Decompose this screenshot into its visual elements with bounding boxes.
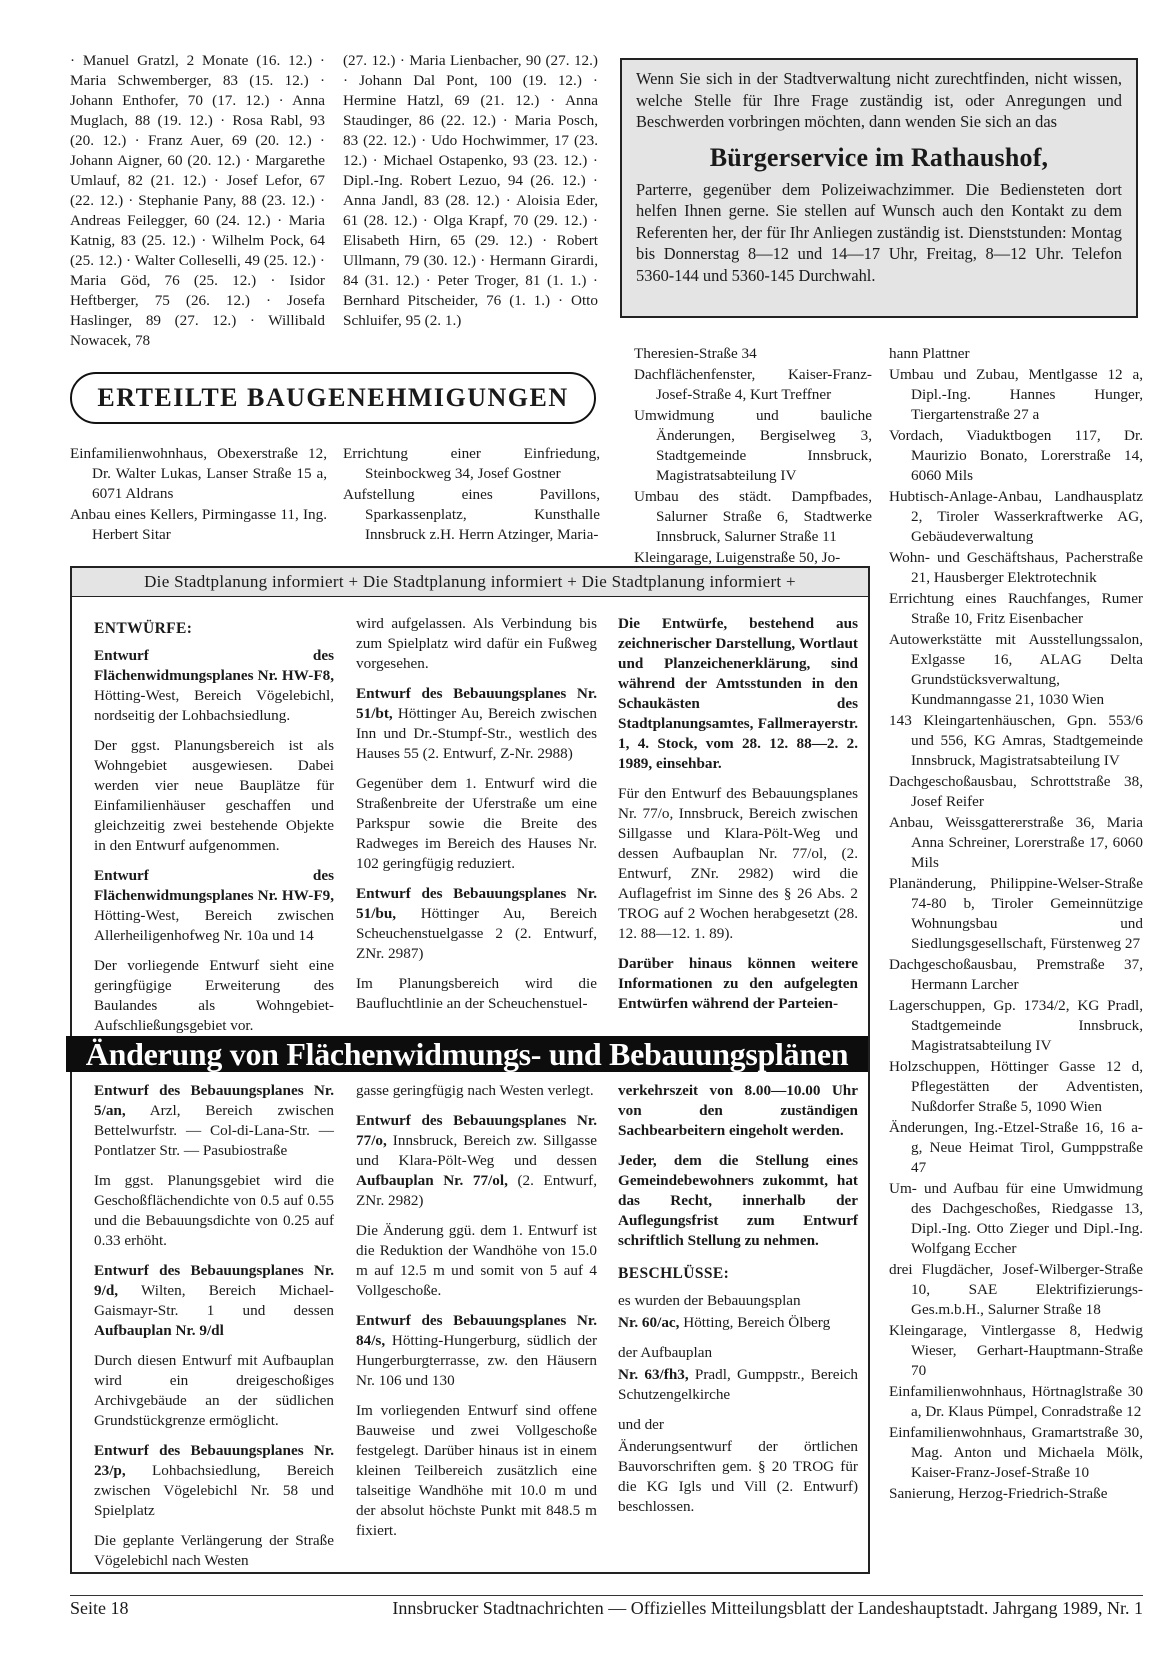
permit-entry: Aufstellung eines Pavillons, Sparkassenplatz, Kunsthalle Innsbruck z.H. Herrn Atzinger, Maria- xyxy=(343,486,600,543)
buergerservice-box xyxy=(620,58,1138,318)
baugenehmigungen-column-3 xyxy=(634,344,872,568)
draft-51bu: Entwurf des Bebauungsplanes Nr. 51/bu, Höttinger Au, Bereich Scheuchenstuelgasse 2 (2. Entwurf, ZNr. 2987) xyxy=(356,885,597,962)
permit-entry: Einfamilienwohnhaus, Gramartstraße 30, Mag. Anton und Michaela Mölk, Kaiser-Franz-Josef-Straße 10 xyxy=(889,1424,1143,1481)
aenderung-column-1 xyxy=(94,1081,334,1581)
baugenehmigungen-column-2 xyxy=(343,444,600,545)
page-number: Seite 18 xyxy=(70,1598,129,1618)
permit-entry: Wohn- und Geschäftshaus, Pacherstraße 21, Hausberger Elektrotechnik xyxy=(889,549,1143,586)
plan-77o: Entwurf des Bebauungsplanes Nr. 77/o, Innsbruck, Bereich zw. Sillgasse und Klara-Pölt-Weg und dessen Aufbauplan Nr. 77/ol, (2. Entwurf, ZNr. 2982) xyxy=(356,1112,597,1209)
permit-entry: Sanierung, Herzog-Friedrich-Straße xyxy=(889,1485,1108,1502)
plan-84s-text: Im vorliegenden Entwurf sind offene Bauweise und zwei Vollgeschoße festgelegt. Darüber hinaus ist in einem kleinen Teilbereich zusätzlich eine talseitige Wandhöhe mit 10.0 m und der absolut höchste Punkt mit 848.5 m fixiert. xyxy=(356,1402,597,1539)
permit-entry: Errichtung einer Einfriedung, Steinbockweg 34, Josef Gostner xyxy=(343,445,600,482)
permit-entry: Umbau des städt. Dampfbades, Salurner Straße 6, Stadtwerke Innsbruck, Salurner Straße 11 xyxy=(634,488,872,545)
stadtplanung-strip: Die Stadtplanung informiert + Die Stadtplanung informiert + Die Stadtplanung informiert + xyxy=(72,568,868,597)
draft-51bt: Entwurf des Bebauungsplanes Nr. 51/bt, Höttinger Au, Bereich zwischen Inn und Dr.-Stumpf-Str., westlich des Hauses 55 (2. Entwurf, Z-Nr. 2988) xyxy=(356,685,597,762)
aenderung-banner xyxy=(66,1036,868,1072)
permit-entry: Umwidmung und bauliche Änderungen, Bergiselweg 3, Stadtgemeinde Innsbruck, Magistratsabteilung IV xyxy=(634,407,872,484)
plan-5an-text: Im ggst. Planungsgebiet wird die Geschoßflächendichte von 0.5 auf 0.55 und die Bebauungsdichte von 0.25 auf 0.33 erhöht. xyxy=(94,1172,334,1249)
deaths-text-1: · Manuel Gratzl, 2 Monate (16. 12.) · Maria Schwemberger, 83 (15. 12.) · Johann Enthofer, 70 (17. 12.) · Anna Muglach, 88 (19. 12.) · Rosa Rabl, 93 (20. 12.) · Franz Auer, 69 (20. 12.) · Johann Aigner, 60 (20. 12.) · Margarethe Umlauf, 82 (21. 12.) · Josef Lefor, 67 (22. 12.) · Stephanie Pany, 88 (23. 12.) · Andreas Feilegger, 60 (24. 12.) · Maria Katnig, 83 (25. 12.) · Wilhelm Pock, 64 (25. 12.) · Walter Colleselli, 49 (25. 12.) · Maria Göd, 76 (25. 12.) · Isidor Heftberger, 75 (26. 12.) · Josefa Haslinger, 89 (27. 12.) · Willibald Nowacek, 78 xyxy=(70,52,325,349)
beschluss-aufbauplan-label: der Aufbauplan xyxy=(618,1344,713,1361)
permit-entry: Dachgeschoßausbau, Premstraße 37, Hermann Larcher xyxy=(889,956,1143,993)
plan-23p: Entwurf des Bebauungsplanes Nr. 23/p, Lohbachsiedlung, Bereich zwischen Vögelebichl Nr. 58 und Spielplatz xyxy=(94,1442,334,1519)
permit-entry: Umbau und Zubau, Mentlgasse 12 a, Dipl.-Ing. Hannes Hunger, Tiergartenstraße 27 a xyxy=(889,366,1143,423)
beschluss-60ac: Nr. 60/ac, Hötting, Bereich Ölberg xyxy=(618,1314,831,1331)
baugenehmigungen-heading xyxy=(70,372,596,424)
deaths-column-1 xyxy=(70,51,325,351)
permit-entry: 143 Kleingartenhäuschen, Gpn. 553/6 und 556, KG Amras, Stadtgemeinde Innsbruck, Magistratsabteilung IV xyxy=(889,712,1143,769)
entwuerfe-column-1 xyxy=(94,614,334,1046)
draft-hw-f9: Entwurf des Flächenwidmungsplanes Nr. HW-F9, Hötting-West, Bereich zwischen Allerheiligenhofweg Nr. 10a und 14 xyxy=(94,867,334,944)
entwuerfe-heading: ENTWÜRFE: xyxy=(94,620,193,637)
permit-entry: hann Plattner xyxy=(889,345,970,362)
deaths-text-2: (27. 12.) · Maria Lienbacher, 90 (27. 12.) · Johann Dal Pont, 100 (19. 12.) · Hermine Hatzl, 69 (21. 12.) · Anna Staudinger, 86 (22. 12.) · Maria Posch, 83 (22. 12.) · Udo Hochwimmer, 17 (23. 12.) · Michael Ostapenko, 93 (23. 12.) · Dipl.-Ing. Robert Lezuo, 94 (26. 12.) · Anna Jandl, 83 (28. 12.) · Aloisia Eder, 61 (28. 12.) · Olga Krapf, 70 (29. 12.) · Elisabeth Hirn, 65 (29. 12.) · Robert Ullmann, 79 (30. 12.) · Hermann Girardi, 84 (31. 12.) · Peter Troger, 81 (1. 1.) · Bernhard Pitscheider, 76 (1. 1.) · Otto Schluifer, 95 (2. 1.) xyxy=(343,52,598,329)
beschluss-und-label: und der xyxy=(618,1416,664,1433)
exhibition-notice: Die Entwürfe, bestehend aus zeichnerischer Darstellung, Wortlaut und Planzeichenerklärung, sind während der Amtsstunden in den Schaukästen des Stadtplanungsamtes, Fallmerayerstr. 1, 4. Stock, vom 28. 12. 88—2. 2. 1989, einsehbar. xyxy=(618,615,858,772)
permit-entry: Kleingarage, Vintlergasse 8, Hedwig Wieser, Gerhart-Hauptmann-Straße 70 xyxy=(889,1322,1143,1379)
baugenehmigungen-column-4 xyxy=(889,344,1143,1504)
plan-5an: Entwurf des Bebauungsplanes Nr. 5/an, Arzl, Bereich zwischen Bettelwurfstr. — Col-di-Lana-Str. — Pontlatzer Str. — Pasubiostraße xyxy=(94,1082,334,1159)
permit-entry: Dachflächenfenster, Kaiser-Franz-Josef-Straße 4, Kurt Treffner xyxy=(634,366,872,403)
permit-entry: Errichtung eines Rauchfanges, Rumer Straße 10, Fritz Eisenbacher xyxy=(889,590,1143,627)
permit-entry: Hubtisch-Anlage-Anbau, Landhausplatz 2, Tiroler Wasserkraftwerke AG, Gebäudeverwaltung xyxy=(889,488,1143,545)
plan-84s: Entwurf des Bebauungsplanes Nr. 84/s, Hötting-Hungerburg, südlich der Hungerburgterrasse, zw. den Häusern Nr. 106 und 130 xyxy=(356,1312,597,1389)
aenderung-column-3 xyxy=(618,1081,858,1527)
entwuerfe-column-3 xyxy=(618,614,858,1024)
plan-9d-text: Durch diesen Entwurf mit Aufbauplan wird ein dreigeschoßiges Archivgebäude an der südlichen Grundstückgrenze ermöglicht. xyxy=(94,1352,334,1429)
permit-entry: Planänderung, Philippine-Welser-Straße 74-80 b, Tiroler Gemeinnützige Wohnungsbau und Siedlungsgesellschaft, Fürstenweg 27 xyxy=(889,875,1143,952)
permit-entry: Einfamilienwohnhaus, Obexerstraße 12, Dr. Walter Lukas, Lanser Straße 15 a, 6071 Aldrans xyxy=(70,445,327,502)
auflagefrist-notice: Für den Entwurf des Bebauungsplanes Nr. 77/o, Innsbruck, Bereich zwischen Sillgasse und Klara-Pölt-Weg und dessen Aufbauplan Nr. 77/ol, (2. Entwurf, ZNr. 2982) wird die Auflagefrist im Sinne des § 26 Abs. 2 TROG auf 2 Wochen herabgesetzt (28. 12. 88—12. 1. 89). xyxy=(618,785,858,942)
stellungnahme-notice: Jeder, dem die Stellung eines Gemeindebewohners zukommt, hat das Recht, innerhalb der Auflegungsfrist zum Entwurf schriftlich Stellung zu nehmen. xyxy=(618,1152,858,1249)
beschluss-bauvorschriften: Änderungsentwurf der örtlichen Bauvorschriften gem. § 20 TROG für die KG Igls und Vill (2. Entwurf) beschlossen. xyxy=(618,1438,858,1515)
plan-77o-text: Die Änderung ggü. dem 1. Entwurf ist die Reduktion der Wandhöhe von 15.0 m auf 12.5 m und somit von 5 auf 4 Vollgeschoße. xyxy=(356,1222,597,1299)
baugenehmigungen-title: ERTEILTE BAUGENEHMIGUNGEN xyxy=(97,383,569,412)
permit-entry: Lagerschuppen, Gp. 1734/2, KG Pradl, Stadtgemeinde Innsbruck, Magistratsabteilung IV xyxy=(889,997,1143,1054)
deaths-column-2 xyxy=(343,51,598,331)
verkehrszeit-notice: verkehrszeit von 8.00—10.00 Uhr von den zuständigen Sachbearbeitern eingeholt werden. xyxy=(618,1082,858,1139)
service-title: Bürgerservice im Rathaushof, xyxy=(709,142,1049,172)
footer-rule xyxy=(70,1595,1143,1596)
baugenehmigungen-column-1 xyxy=(70,444,327,545)
permit-entry: Um- und Aufbau für eine Umwidmung des Dachgeschoßes, Riedgasse 13, Dipl.-Ing. Otto Zieger und Dipl.-Ing. Wolfgang Eccher xyxy=(889,1180,1143,1257)
draft-hw-f8-text: Der ggst. Planungsbereich ist als Wohngebiet ausgewiesen. Dabei werden vier neue Bauplätze für Einfamilienhäuser geschaffen und gleichzeitig zwei bestehende Objekte in den Entwurf aufgenommen. xyxy=(94,737,334,854)
permit-entry: Änderungen, Ing.-Etzel-Straße 16, 16 a-g, Neue Heimat Tirol, Gumppstraße 47 xyxy=(889,1119,1143,1176)
draft-23p-continued: wird aufgelassen. Als Verbindung bis zum Spielplatz wird dafür ein Fußweg vorgesehen. xyxy=(356,615,597,672)
permit-entry: Kleingarage, Luigenstraße 50, Jo- xyxy=(634,549,841,566)
permit-entry: Anbau eines Kellers, Pirmingasse 11, Ing. Herbert Sitar xyxy=(70,506,327,543)
draft-51bu-text: Im Planungsbereich wird die Baufluchtlinie an der Scheuchenstuel- xyxy=(356,975,597,1012)
permit-entry: Holzschuppen, Höttinger Gasse 12 d, Pflegestätten der Adventisten, Nußdorfer Straße 5, 1090 Wien xyxy=(889,1058,1143,1115)
draft-hw-f8: Entwurf des Flächenwidmungsplanes Nr. HW-F8, Hötting-West, Bereich Vögelebichl, nordseitig der Lohbachsiedlung. xyxy=(94,647,334,724)
entwuerfe-column-2 xyxy=(356,614,597,1024)
beschluss-63fh3: Nr. 63/fh3, Pradl, Gumppstr., Bereich Schutzengelkirche xyxy=(618,1366,858,1403)
plan-9d: Entwurf des Bebauungsplanes Nr. 9/d, Wilten, Bereich Michael-Gaismayr-Str. 1 und dessen Aufbauplan Nr. 9/dl xyxy=(94,1262,334,1339)
plan-51bu-continued: gasse geringfügig nach Westen verlegt. xyxy=(356,1082,594,1099)
draft-hw-f9-text: Der vorliegende Entwurf sieht eine geringfügige Erweiterung des Baulandes als Wohngebiet-Aufschließungsgebiet vor. xyxy=(94,957,334,1034)
permit-entry: Einfamilienwohnhaus, Hörtnaglstraße 30 a, Dr. Klaus Pümpel, Conradstraße 12 xyxy=(889,1383,1143,1420)
publication-title: Innsbrucker Stadtnachrichten — Offizielles Mitteilungsblatt der Landeshauptstadt. Jahrgang 1989, Nr. 1 xyxy=(392,1598,1143,1618)
aenderung-title: Änderung von Flächenwidmungs- und Bebauungsplänen xyxy=(85,1035,849,1072)
service-intro: Wenn Sie sich in der Stadtverwaltung nicht zurechtfinden, nicht wissen, welche Stelle für Ihre Frage zuständig ist, oder Anregungen und Beschwerden vorbringen möchten, dann wenden Sie sich an das xyxy=(636,69,1122,131)
service-body: Parterre, gegenüber dem Polizeiwachzimmer. Die Bediensteten dort helfen Ihnen gerne. Sie stellen auf Wunsch auch den Kontakt zu dem Referenten her, der für Ihr Anliegen zuständig ist. Dienststunden: Montag bis Donnerstag 8—12 und 14—17 Uhr, Freitag, 8—12 Uhr. Telefon 5360-144 und 5360-145 Durchwahl. xyxy=(636,179,1122,285)
permit-entry: Anbau, Weissgattererstraße 36, Maria Anna Schreiner, Lorerstraße 17, 6060 Mils xyxy=(889,814,1143,871)
permit-entry: Dachgeschoßausbau, Schrottstraße 38, Josef Reifer xyxy=(889,773,1143,810)
plan-23p-text: Die geplante Verlängerung der Straße Vögelebichl nach Westen xyxy=(94,1532,334,1569)
permit-entry: Vordach, Viaduktbogen 117, Dr. Maurizio Bonato, Lorerstraße 14, 6060 Mils xyxy=(889,427,1143,484)
beschluesse-heading: BESCHLÜSSE: xyxy=(618,1265,730,1282)
draft-51bt-text: Gegenüber dem 1. Entwurf wird die Straßenbreite der Uferstraße um eine Parkspur sowie die Breite des Radweges im Bereich des Hauses Nr. 102 geringfügig reduziert. xyxy=(356,775,597,872)
permit-entry: Theresien-Straße 34 xyxy=(634,345,757,362)
aenderung-column-2 xyxy=(356,1081,597,1551)
beschluss-intro: es wurden der Bebauungsplan xyxy=(618,1292,801,1309)
permit-entry: drei Flugdächer, Josef-Wilberger-Straße 10, SAE Elektrifizierungs-Ges.m.b.H., Salurner Straße 18 xyxy=(889,1261,1143,1318)
permit-entry: Autowerkstätte mit Ausstellungssalon, Exlgasse 16, ALAG Delta Grundstücksverwaltung, Kundmanngasse 21, 1030 Wien xyxy=(889,631,1143,708)
information-notice: Darüber hinaus können weitere Informationen zu den aufgelegten Entwürfen während der Parteien- xyxy=(618,955,858,1012)
